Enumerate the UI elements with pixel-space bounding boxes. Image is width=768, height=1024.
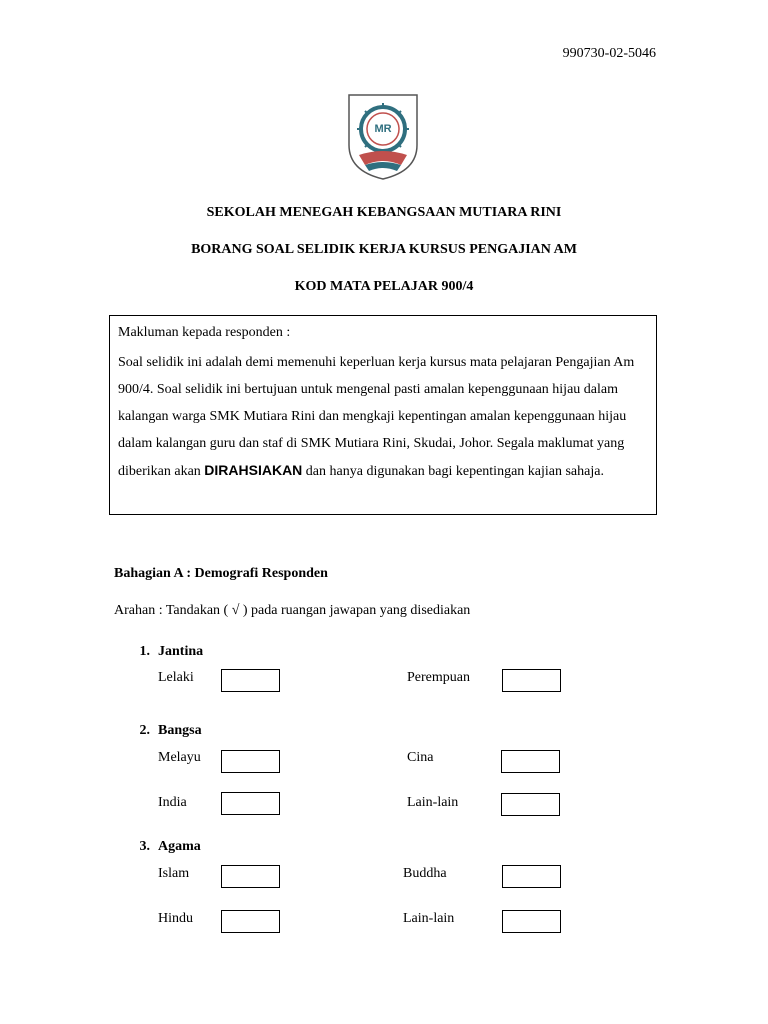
checkbox-melayu[interactable] (221, 750, 280, 773)
document-id: 990730-02-5046 (562, 46, 656, 61)
checkbox-buddha[interactable] (502, 865, 561, 888)
checkbox-lelaki[interactable] (221, 669, 280, 692)
checkbox-islam[interactable] (221, 865, 280, 888)
question-religion-title: 3. Agama (139, 839, 201, 854)
form-title: BORANG SOAL SELIDIK KERJA KURSUS PENGAJIAN AM (191, 242, 577, 257)
school-crest-logo (347, 93, 419, 181)
option-label-islam: Islam (158, 866, 190, 881)
option-label-buddha: Buddha (403, 866, 447, 881)
question-race-title: 2. Bangsa (139, 723, 202, 738)
option-label-cina: Cina (407, 750, 434, 765)
option-label-hindu: Hindu (158, 911, 193, 926)
option-label-melayu: Melayu (158, 750, 201, 765)
notice-body: Soal selidik ini adalah demi memenuhi keperluan kerja kursus mata pelajaran Pengajian Am 900/4. Soal selidik ini bertujuan untuk mengenal pasti amalan kepenggunaan hijau dalam kalangan warga SMK Mutiara Rini dan mengkaji kepentingan amalan kepenggunaan hijau dalam kalangan guru dan staf di SMK Mutiara Rini, Skudai, Johor. Segala maklumat yang diberikan akan DIRAHSIAKAN dan hanya digunakan bagi kepentingan kajian sahaja. (118, 355, 635, 479)
respondent-notice (109, 315, 657, 515)
checkbox-hindu[interactable] (221, 910, 280, 933)
checkbox-perempuan[interactable] (502, 669, 561, 692)
option-label-race-lain-lain: Lain-lain (407, 795, 459, 810)
option-label-india: India (158, 795, 187, 810)
school-name: SEKOLAH MENEGAH KEBANGSAAN MUTIARA RINI (206, 205, 562, 220)
logo-initials: MR (374, 123, 392, 135)
section-title: Bahagian A : Demografi Responden (114, 566, 328, 581)
confidential-emphasis: DIRAHSIAKAN (204, 462, 303, 478)
option-label-perempuan: Perempuan (407, 670, 470, 685)
option-label-lelaki: Lelaki (158, 670, 194, 685)
checkbox-india[interactable] (221, 792, 280, 815)
subject-code: KOD MATA PELAJAR 900/4 (294, 279, 474, 294)
option-label-religion-lain-lain: Lain-lain (403, 911, 455, 926)
question-gender-title: 1. Jantina (139, 644, 204, 659)
section-instruction: Arahan : Tandakan ( √ ) pada ruangan jawapan yang disediakan (114, 603, 471, 618)
checkbox-race-lain-lain[interactable] (501, 793, 560, 816)
checkbox-religion-lain-lain[interactable] (502, 910, 561, 933)
notice-heading: Makluman kepada responden : (118, 325, 291, 340)
checkbox-cina[interactable] (501, 750, 560, 773)
